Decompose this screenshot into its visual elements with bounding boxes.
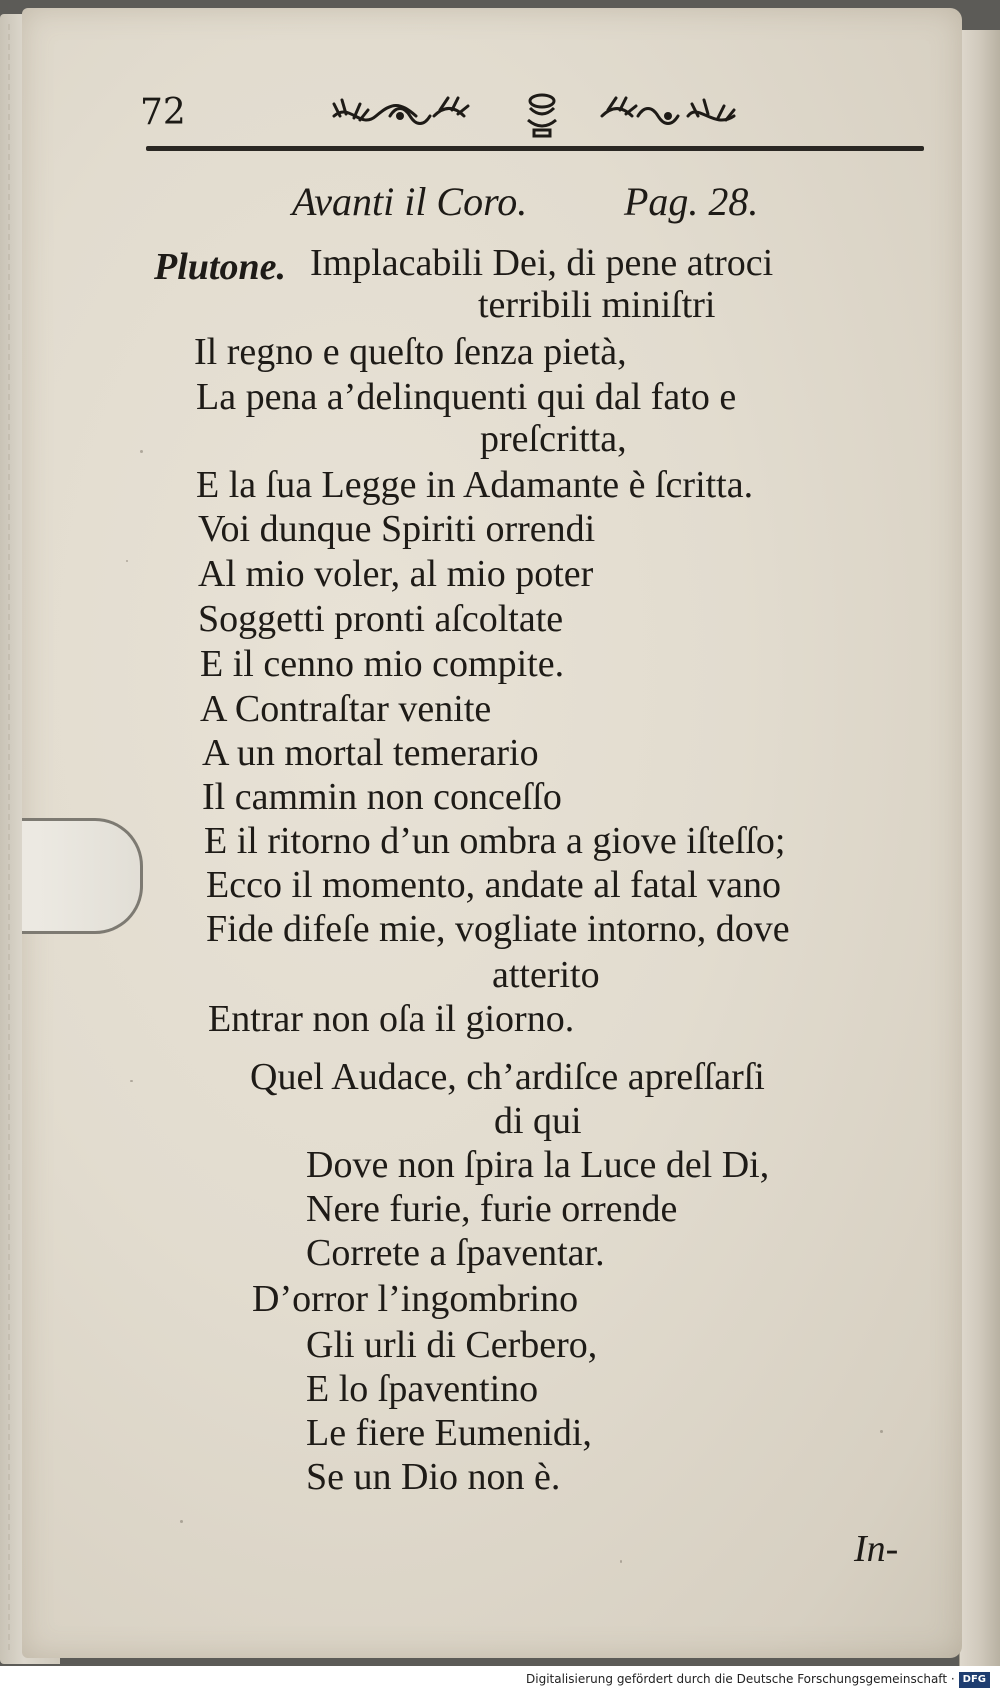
verse-line: Al mio voler, al mio poter	[198, 553, 594, 595]
scene-heading: Avanti il Coro.	[292, 179, 528, 224]
verse-line: preſcritta,	[480, 418, 627, 460]
book-binding-edge	[959, 30, 1000, 1670]
verse-line: di qui	[494, 1100, 582, 1142]
paper-speck	[620, 1560, 622, 1563]
catchword: In-	[854, 1528, 899, 1570]
verse-line: Il regno e queſto ſenza pietà,	[194, 331, 627, 373]
verse-line: A Contraſtar venite	[200, 688, 492, 730]
speaker-name: Plutone.	[154, 246, 286, 288]
verse-line: La pena a’delinquenti qui dal fato e	[196, 376, 737, 418]
verse-line: Nere furie, furie orrende	[306, 1188, 678, 1230]
verse-line: Gli urli di Cerbero,	[306, 1324, 598, 1366]
verse-line: D’orror l’ingombrino	[252, 1278, 579, 1320]
verse-line: Ecco il momento, andate al fatal vano	[206, 864, 782, 906]
verse-line: Correte a ſpaventar.	[306, 1232, 605, 1274]
page-number: 72	[140, 92, 186, 133]
verse-line: Voi dunque Spiriti orrendi	[198, 508, 596, 550]
dfg-logo-badge: DFG	[959, 1672, 990, 1688]
verse-line: Implacabili Dei, di pene atroci	[310, 242, 774, 284]
header-rule	[146, 146, 924, 151]
vase-ornament-icon	[520, 92, 564, 140]
page-header	[140, 92, 920, 152]
page-clip	[22, 818, 143, 934]
paper-speck	[180, 1520, 183, 1523]
verse-line: E il cenno mio compite.	[200, 643, 565, 685]
floral-ornament-left-icon	[330, 92, 470, 140]
paper-speck	[140, 450, 143, 453]
verse-line: Il cammin non conceſſo	[202, 776, 562, 818]
verse-line: Entrar non oſa il giorno.	[208, 998, 575, 1040]
verse-line: E il ritorno d’un ombra a giove iſteſſo;	[204, 820, 786, 862]
verse-line: E la ſua Legge in Adamante è ſcritta.	[196, 464, 754, 506]
floral-ornament-right-icon	[598, 92, 738, 140]
verse-line: E lo ſpaventino	[306, 1368, 539, 1410]
verse-line: terribili miniſtri	[478, 284, 716, 326]
verse-line: Dove non ſpira la Luce del Di,	[306, 1144, 770, 1186]
digitization-credit-text: Digitalisierung gefördert durch die Deutsche Forschungsgemeinschaft ·	[526, 1672, 955, 1686]
page-reference: Pag. 28.	[624, 179, 759, 224]
verse-line: Quel Audace, ch’ardiſce apreſſarſi	[250, 1056, 765, 1098]
paper-speck	[126, 560, 128, 562]
paper-speck	[880, 1430, 883, 1433]
digitization-credit-bar	[0, 1666, 1000, 1692]
verse-line: Fide difeſe mie, vogliate intorno, dove	[206, 908, 790, 950]
verse-line: Soggetti pronti aſcoltate	[198, 598, 564, 640]
verse-line: Le fiere Eumenidi,	[306, 1412, 592, 1454]
paper-speck	[130, 1080, 133, 1082]
verse-line: atterito	[492, 954, 600, 996]
verse-line: A un mortal temerario	[202, 732, 539, 774]
verse-line: Se un Dio non è.	[306, 1456, 561, 1498]
